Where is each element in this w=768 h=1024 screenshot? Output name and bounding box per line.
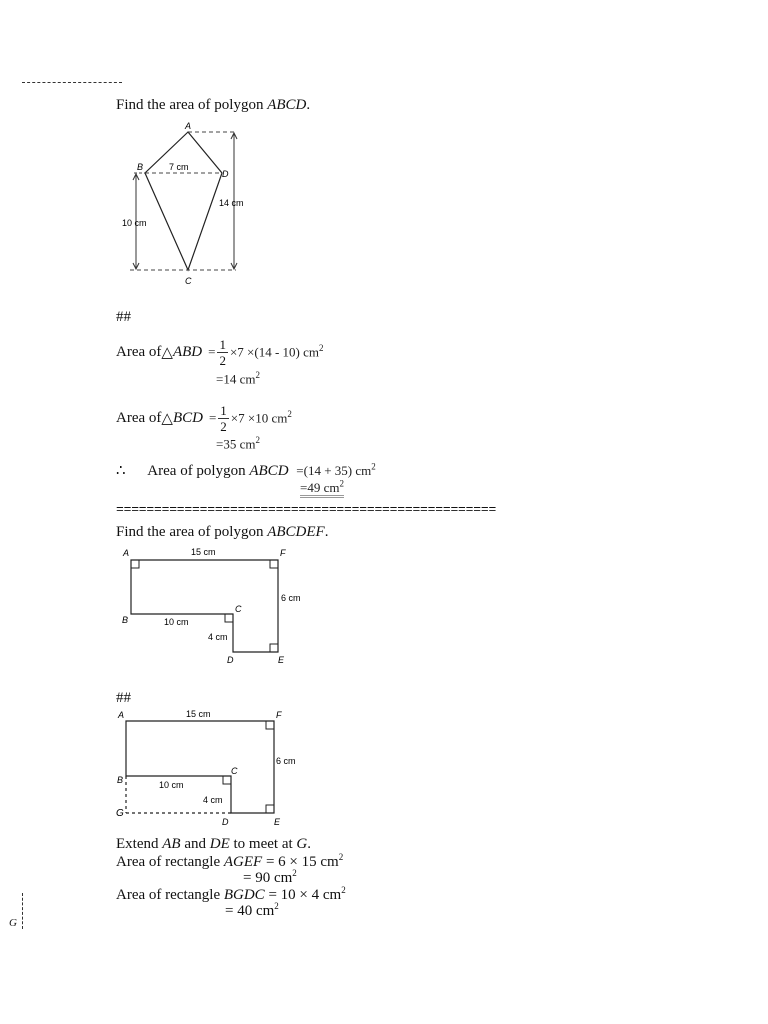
total-area-result [300, 479, 344, 496]
label-e: E [278, 655, 285, 665]
rect-prefix: Area of rectangle [116, 887, 224, 903]
double-underlined-answer [300, 480, 344, 498]
area-prefix: Area of [116, 343, 162, 360]
equals-sign: = [208, 410, 217, 425]
segment-ab: AB [162, 836, 181, 852]
margin-label-g: G [9, 917, 17, 929]
extend-instruction [116, 836, 311, 853]
area-bcd-line [116, 398, 292, 438]
prompt-text: Find the area of polygon [116, 524, 268, 540]
exponent: 2 [319, 343, 324, 354]
expression [231, 409, 292, 426]
and-text: and [180, 836, 210, 852]
label-e: E [274, 817, 281, 827]
label-c: C [235, 604, 242, 614]
dim-label-10cm: 10 cm [122, 218, 147, 228]
half-fraction [217, 337, 228, 368]
label-f: F [276, 710, 282, 720]
expression-text: ×7 ×(14 - 10) cm [229, 344, 319, 360]
label-g: G [116, 808, 124, 819]
polygon-name: ABCD [249, 463, 289, 479]
dim-label-10cm: 10 cm [164, 617, 189, 627]
point-g: G [296, 836, 308, 852]
dim-label-7cm: 7 cm [169, 162, 189, 172]
exponent: 2 [255, 435, 260, 445]
label-a: A [118, 710, 125, 720]
exponent: 2 [287, 409, 292, 420]
label-d: D [227, 655, 234, 665]
dim-label-15cm: 15 cm [191, 547, 216, 557]
triangle-symbol: △ [161, 410, 173, 427]
triangle-symbol: △ [161, 344, 173, 361]
right-angle-c [225, 614, 233, 622]
label-b: B [137, 162, 144, 172]
triangle-name: ABD [172, 343, 203, 360]
fraction-numerator: 1 [219, 336, 226, 352]
right-angle-e [266, 805, 274, 813]
label-d: D [222, 169, 229, 179]
area-prefix: Area of [116, 409, 162, 426]
kite-figure [112, 118, 262, 290]
therefore-symbol: ∴ [116, 463, 126, 479]
triangle-name: BCD [172, 409, 203, 426]
section-separator: ================================================== [116, 502, 497, 517]
label-c: C [231, 766, 238, 776]
exponent: 2 [255, 370, 260, 380]
l-shape-figure [112, 542, 312, 670]
dim-label-6cm: 6 cm [281, 593, 301, 603]
exponent: 2 [339, 479, 344, 489]
kite-outline [145, 132, 222, 270]
extended-l-shape-figure [112, 704, 312, 830]
result-text: =35 cm [216, 436, 256, 452]
l-shape-outline [126, 721, 274, 813]
right-angle-e [270, 644, 278, 652]
right-angle-a [131, 560, 139, 568]
hash-marker-2: ## [116, 690, 131, 706]
total-expression-text: =(14 + 35) cm [296, 463, 372, 478]
fraction-denominator: 2 [219, 352, 226, 368]
l-shape-outline [131, 560, 278, 652]
dim-label-4cm: 4 cm [203, 795, 223, 805]
expression-text: ×7 ×10 cm [230, 410, 288, 426]
rect-name: AGEF [223, 854, 263, 870]
label-d: D [222, 817, 229, 827]
margin-dashed-line [22, 893, 23, 929]
extend-text: Extend [116, 836, 163, 852]
total-area-line [116, 461, 376, 480]
prompt-text: Find the area of polygon [116, 97, 268, 113]
expression [230, 343, 324, 360]
label-c: C [185, 276, 192, 286]
equals-sign: = [208, 344, 216, 359]
right-angle-f [266, 721, 274, 729]
half-fraction [218, 403, 229, 434]
label-b: B [122, 615, 129, 625]
result-text: = 90 cm [243, 870, 293, 886]
total-prefix: Area of polygon [147, 463, 250, 479]
label-b: B [117, 775, 124, 785]
right-angle-f [270, 560, 278, 568]
prompt-polygon-name: ABCD [267, 97, 307, 113]
hash-marker-1: ## [116, 309, 131, 325]
meet-text: to meet at [229, 836, 297, 852]
problem2-prompt [116, 524, 328, 541]
label-a: A [185, 121, 192, 131]
rect-agef-area [116, 852, 343, 871]
rect-expression: = 6 × 15 cm [262, 854, 339, 870]
label-a: A [123, 548, 130, 558]
dim-label-14cm: 14 cm [219, 198, 244, 208]
answer-text: =49 cm [300, 480, 340, 496]
dim-label-4cm: 4 cm [208, 632, 228, 642]
problem1-prompt [116, 97, 310, 114]
total-expression [296, 463, 375, 478]
result-text: = 40 cm [225, 903, 275, 919]
label-f: F [280, 548, 286, 558]
area-bcd-result [216, 435, 260, 452]
dim-label-6cm: 6 cm [276, 756, 296, 766]
rect-expression: = 10 × 4 cm [264, 887, 342, 903]
dim-label-10cm: 10 cm [159, 780, 184, 790]
rect-bgdc-result [225, 901, 279, 920]
exponent: 2 [274, 901, 279, 911]
rect-prefix: Area of rectangle [116, 854, 224, 870]
exponent: 2 [292, 868, 297, 878]
top-dashed-rule [22, 82, 122, 83]
rect-name: BGDC [223, 887, 265, 903]
right-angle-c [223, 776, 231, 784]
period: . [307, 836, 311, 852]
exponent: 2 [371, 461, 376, 472]
dim-label-15cm: 15 cm [186, 709, 211, 719]
exponent: 2 [341, 885, 346, 895]
prompt-period: . [306, 97, 311, 113]
result-text: =14 cm [216, 371, 256, 387]
segment-de: DE [209, 836, 230, 852]
prompt-period: . [324, 524, 329, 540]
exponent: 2 [338, 852, 344, 862]
prompt-polygon-name: ABCDEF [267, 524, 325, 540]
fraction-denominator: 2 [220, 418, 227, 434]
area-abd-line [116, 332, 324, 372]
area-abd-result [216, 370, 260, 387]
fraction-numerator: 1 [220, 402, 227, 418]
